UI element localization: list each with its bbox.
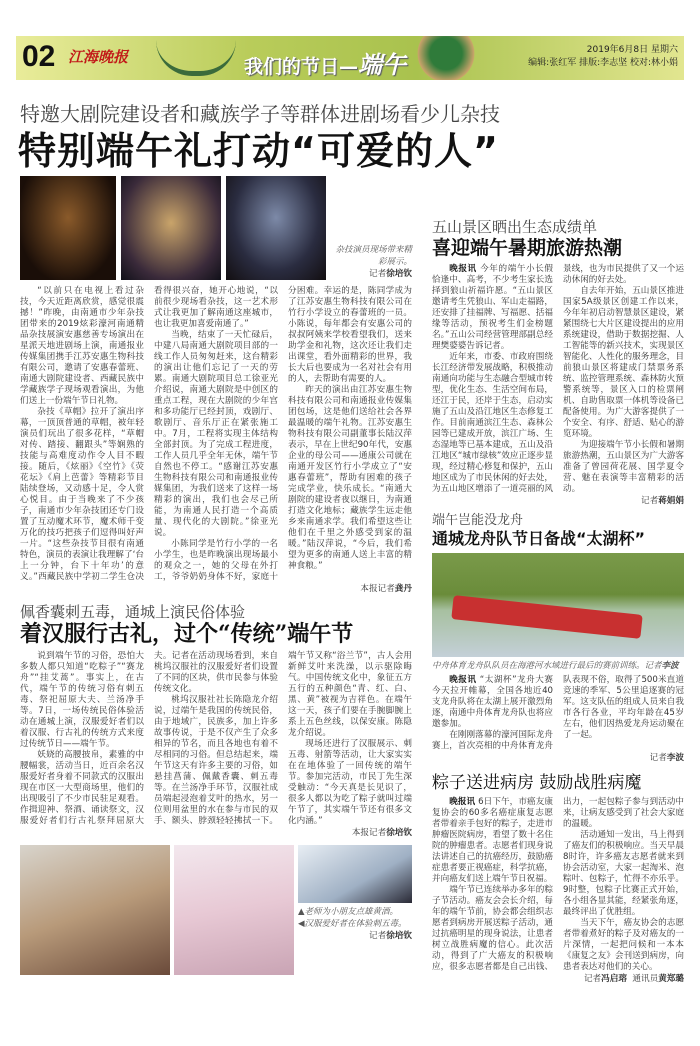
issue-info (528, 44, 678, 70)
byline-name: 龚丹 (394, 584, 412, 594)
paragraph: 妖娆的高腰披帛，素雅的中腰幅裳，活动当日，近百余名汉服爱好者身着不同款式的汉服出现在市区一大型商场里，他们的出现吸引了不少市民驻足观看。作揖迎神、祭酒、诵读祭文，汉服爱好者们行古礼祭拜屈原大夫。记者在活动现场看到，来自桃坞汉服社的汉服爱好者们设置了不同的区块，供市民参与体验传统文化。 (20, 651, 278, 826)
paragraph (432, 675, 553, 730)
hanfu-photo-3 (298, 845, 412, 903)
article1-caption-block (331, 176, 412, 280)
zongzi-illustration (416, 36, 476, 80)
article4-headline: 粽子送进病房 鼓励战胜病魔 (432, 773, 642, 793)
paragraph: 在刚刚落幕的濠河国际龙舟赛上，首次亮相的中舟体育龙舟队表现不俗，取得了500米直道竞速的季军、5公里追逐赛的冠军。这支队伍的组成人员来自我市各行各业，平均年龄在45岁左右，他们因热爱龙舟运动聚在了一起。 (432, 675, 684, 751)
byline-label: 记者 (641, 496, 659, 506)
article3-body (432, 675, 684, 752)
article1-byline (20, 583, 412, 595)
editor-credits: 编辑:张红军 排版:李志坚 校对:林小娟 (528, 58, 678, 68)
paragraph: 现场还进行了汉服展示、刺五毒、射箭等活动，让大家实实在在地体验了一回传统的端午节。参加完活动，市民丁先生深受触动：“今天真是长见识了，很多人都以为吃了粽子就叫过端午节了，其实端午节还有很多文化内涵。” (288, 739, 412, 826)
dragon-boat-shape (451, 595, 642, 639)
left-column (20, 176, 412, 975)
article2-byline (432, 495, 684, 507)
section-title-text: 我们的节日— (244, 56, 359, 78)
paragraph: 自去年开始，五山景区推进国家5A级景区创建工作以来，今年年初启动智慧景区建设，紧紧围绕七大片区建设提出的应用系统建设，借助于数据挖掘、人工智能等的新兴技术，实现景区智能化、人性化的服务理念，目前狼山景区将建成门禁票务系统、监控管理系统、森林防火预警系统等，景区入口的检票闸机、自助售取票一体机等设备已配备使用。为广大游客提供了一个安全、有序、舒适、贴心的游览环境。 (563, 286, 684, 439)
acrobatics-photo-2 (121, 176, 221, 280)
paragraph: 近年来，市委、市政府围绕长江经济带发展战略，积极推动南通向功能与生态融合型城市转型，优化生态、生活空间布局，还江于民，还岸于生态，启动实施了五山及沿江地区生态修复工作。目前南通滨江生态、森林公园等已建成开放，滨江广场、生态湿地等已基本建成，五山及沿江地区“城市绿核”效应正逐步显现，经过精心修复和保护，五山地区成为了市民休闲的好去处，为五山地区增添了一道亮丽的风景线，也为市民提供了又一个运动休闲的好去处。 (432, 264, 684, 494)
paragraph (432, 797, 553, 885)
article2-headline: 喜迎端午暑期旅游热潮 (432, 237, 623, 259)
issue-date: 2019年6月8日 星期六 (586, 45, 678, 55)
acrobatics-photo-3 (226, 176, 326, 280)
section-title-art: 端午 (358, 50, 407, 79)
page-header-banner (16, 36, 684, 80)
caption-line: ◀汉服爱好者在体验刺五毒。 (298, 919, 407, 929)
dragon-boat-photo (432, 553, 684, 657)
newspaper-logo: 江海晚报 (68, 48, 129, 66)
paragraph: 说到端午节的习俗，恐怕大多数人都只知道“吃粽子”“赛龙舟”“挂艾蒿”。事实上，在古代，端午节的传统习俗有刺五毒、祭祀屈原大夫、兰汤净手等。7日，一场传统民俗体验活动在通城上演，汉服爱好者们以着汉服、行古礼的传统方式来度过传统节日——端午节。 (20, 651, 144, 749)
hanfu-photo-2 (174, 845, 294, 975)
byline-label: 本报记者 (360, 584, 395, 594)
article1-photo-row (20, 176, 412, 280)
credit-name: 李波 (661, 661, 679, 671)
article3-headline: 通城龙舟队节日备战“太湖杯” (432, 529, 646, 548)
article1-photo-caption: 杂技演员现场带来精彩展示。 (335, 245, 412, 267)
article3-kicker: 端午岂能没龙舟 (432, 513, 524, 528)
paragraph: 当晚，结束了一天忙碌后，中建八局南通大剧院项目部的一线工作人员匆匆赶来，这台精彩的演出让他们忘记了一天的劳累。南通大剧院项目总工徐亚光介绍说，南通大剧院是中创区的重点工程，现在大剧院的少年宫和多功能厅已经封顶，戏剧厅、歌剧厅、音乐厅正在紧张施工中。7月，工程将实现主体结构全部封顶。为了完成工程进度，工作人员几乎全年无休，端午节自然也不停工。“感谢江苏安惠生物科技有限公司和南通报业传媒集团，为我们送来了这样一场精彩的演出，我们也会尽己所能，为南通人民打造一个高质量、现代化的大剧院。”徐亚光说。 (154, 330, 278, 538)
dragon-boat-illustration (156, 40, 236, 76)
paragraph: 小陈同学是竹行小学的一名小学生，也是昨晚演出现场最小的观众之一，她的父母在外打工，爷爷奶奶身体不好，家庭十分困难。幸运的是，陈同学成为了江苏安惠生物科技有限公司在竹行小学设立的春蕾班的一员。小陈说，每年都会有安惠公司的叔叔阿姨来学校看望我们，送来助学金和礼物，这次还让我们走出课堂，看外面精彩的世界，我长大后也要成为一名对社会有用的人，去帮助有需要的人。 (154, 286, 412, 582)
page-number: 02 (22, 40, 56, 73)
caption-text: 中舟体育龙舟队队员在海港河水域进行最后的赛前训练。 (432, 661, 645, 671)
article1-photo-credit (331, 268, 412, 280)
lead-label: 晚报讯 (449, 675, 477, 685)
paragraph: 为迎接端午节小长假和暑期旅游热潮，五山景区为广大游客准备了曾园荷花展、国学夏令营、魅在表演等丰富精彩的活动。 (563, 440, 684, 494)
article1-headline: 特别端午礼打动“可爱的人” (18, 129, 499, 173)
credit-name: 徐培钦 (386, 269, 412, 279)
article5-headline: 着汉服行古礼，过个“传统”端午节 (20, 621, 354, 647)
article5-photo-credit (298, 930, 412, 942)
article3-byline (432, 752, 684, 764)
paragraph-text: 6日下午，市癌友康复协会的60多名癌症康复志愿者带着亲手包好的粽子，走进市肿瘤医院病房，看望了数十名住院的肿瘤患者。志愿者们现身说法讲述自己的抗癌经历，鼓励癌症患者要正视癌症，科学抗癌，并向癌友们送上端午节日祝福。 (432, 797, 554, 884)
paragraph: 端午节已连续举办多年的粽子节活动。癌友会会长介绍，每年的端午节前，协会都会组织志愿者到病房开展送粽子活动，通过抗癌明星的现身说法，让患者树立战胜病魔的信心。此次活动，得到了广大癌友的积极响应，很多志愿者都是自己出钱、出力，一起包粽子参与到活动中来，让病友感受到了社会大家庭的温暖。 (432, 797, 684, 972)
paragraph: 桃坞汉服社社长陈隐龙介绍说，过端午是我国的传统民俗，由于地域广，民族多，加上许多故事传说，于是不仅产生了众多相异的节名，而且各地也有着不尽相同的习俗。但总结起来，端午节这天有许多主要的习俗，如悬挂菖蒲、佩戴香囊、刺五毒等。在兰汤净手环节，汉服社成员端起浸泡着艾叶的热水，另一位则用盆里的水在参与市民的双手、额头、脖颈轻轻拂拭一下。端午节又称“浴兰节”，古人会用新鲜艾叶来洗澡，以示驱除晦气。中国传统文化中，象征五方五行的五种颜色“青、红、白、黑、黄”被视为吉祥色。在端午这一天，孩子们要在手腕脚腕上系上五色丝线，以保安康。陈隐龙介绍说。 (154, 651, 412, 826)
article1-kicker: 特邀大剧院建设者和藏族学子等群体进剧场看少儿杂技 (20, 102, 500, 126)
lead-label: 晚报讯 (449, 797, 476, 807)
right-column (432, 218, 684, 985)
byline-name: 冯启瑢 (601, 974, 627, 984)
paragraph-text: “太湖杯”龙舟大赛今天拉开帷幕，全国各地近40支龙舟队将在太湖上展开激烈角逐，南通中舟体育龙舟队也将应邀参加。 (432, 675, 553, 729)
article5-caption-block (298, 845, 412, 975)
paragraph: “以前只在电视上看过杂技，今天近距离欣赏，感觉很震撼！”昨晚，由南通市少年杂技团带来的2019炫彩濠河南通精品杂技展演安惠慈善专场演出在星派天地进剧场上演，南通报业传媒集团携手江苏安惠生物科技有限公司，邀请了安惠春蕾班、南通大剧院建设者、西藏民族中学藏族学子现场观看演出，为他们送上一份端午节日礼物。 (20, 286, 144, 406)
caption-line: ▲老师为小朋友点雄黄酒。 (298, 907, 399, 917)
byline-label: 记者 (583, 974, 602, 984)
section-title (244, 45, 406, 80)
article2-body (432, 264, 684, 495)
credit-label: 记者 (644, 661, 662, 671)
byline-label: 本报记者 (351, 828, 387, 838)
credit-label: 记者 (369, 931, 387, 941)
paragraph: 昨天的演出由江苏安惠生物科技有限公司和南通报业传媒集团包场，这是他们送给社会各界最温暖的端午礼物。江苏安惠生物科技有限公司副董事长陆汉萍表示，早在上世纪90年代，安惠企业的母公司——通康公司就在南通开发区竹行小学成立了“安惠春蕾班”，帮助有困难的孩子完成学业，快乐成长。“南通大剧院的建设者夜以继日，为南通打造文化地标；藏族学生远走他乡来南通求学。我们希望这些让他们在千里之外感受到家的温暖。”陆汉萍说，“今后，我们希望为更多的南通人送上丰富的精神食粮。” (288, 385, 412, 571)
byline-name: 李波 (666, 753, 684, 763)
article4-body (432, 797, 684, 973)
byline-name: 黄郑璐 (658, 974, 684, 984)
byline-label: 记者 (649, 753, 667, 763)
credit-label: 记者 (369, 269, 387, 279)
lead-label: 晚报讯 (449, 264, 477, 274)
byline-label: 通讯员 (632, 974, 659, 984)
article5-photo-caption (298, 906, 412, 930)
paragraph (432, 264, 553, 352)
paragraph: 当天下午，癌友协会的志愿者带着煮好的粽子及对癌友的一片深情，一起把问候和一本本《康复之友》会刊送到病房，向患者表达对他们的关心。 (563, 918, 684, 972)
credit-name: 徐培钦 (386, 931, 412, 941)
paragraph: 杂技《草帽》拉开了演出序幕，一顶顶普通的草帽，被年轻演员们玩出了很多花样，“草帽对传、踏接、翻跟头”等娴熟的技能与高难度动作令人目不暇接。随后，《炫丽》《空竹》《荧花坛》《肩上芭蕾》等精彩节目陆续登场，又动感十足，令人赏心悦目。由于当晚来了不少孩子，南通市少年杂技团还专门设置了互动魔术环节，魔术师千变万化的技巧把孩子们逗得叫好声一片。“这些杂技节目很有南通特色，演员的表演让我理解了‘台上一分钟，台下十年功’的意义。”西藏民族中学初二学生仓决看得很兴奋，她开心地说，“以前很少现场看杂技，这一艺术形式让我更加了解南通这座城市，也让我更加喜爱南通了。” (20, 286, 278, 582)
paragraph: 活动通知一发出，马上得到了癌友们的积极响应。当天早晨8时许，许多癌友志愿者就来到协会活动室，大家一起淘米、泡粽叶、包粽子，忙得不亦乐乎。9时整，包粽子比赛正式开始，各小组各显其能，经紧张角逐，最终评出了优胜组。 (563, 830, 684, 917)
article5-photo-row (20, 845, 412, 975)
acrobatics-photo-1 (20, 176, 116, 280)
article5-body (20, 651, 412, 827)
article5-byline (20, 827, 412, 839)
paragraph-text: 今年的端午小长假恰逢中、高考，不少考生家长选择到狼山祈福许愿。“五山景区邀请考生凭狼山、军山走福路，还安排了挂福牌、写福愿、括福缘等活动，预祝考生们金榜题名。”五山公司经营管理部副总经理樊婆婆告诉记者。 (432, 264, 553, 351)
byline-name: 徐培钦 (386, 828, 412, 838)
article2-kicker: 五山景区晒出生态成绩单 (432, 218, 598, 236)
article3-photo-caption (432, 660, 684, 672)
article1-body (20, 286, 412, 583)
article5-kicker: 佩香囊刺五毒，通城上演民俗体验 (20, 603, 246, 621)
hanfu-photo-1 (20, 845, 170, 975)
article4-byline (432, 973, 684, 985)
byline-name: 蒋娟娟 (658, 496, 684, 506)
